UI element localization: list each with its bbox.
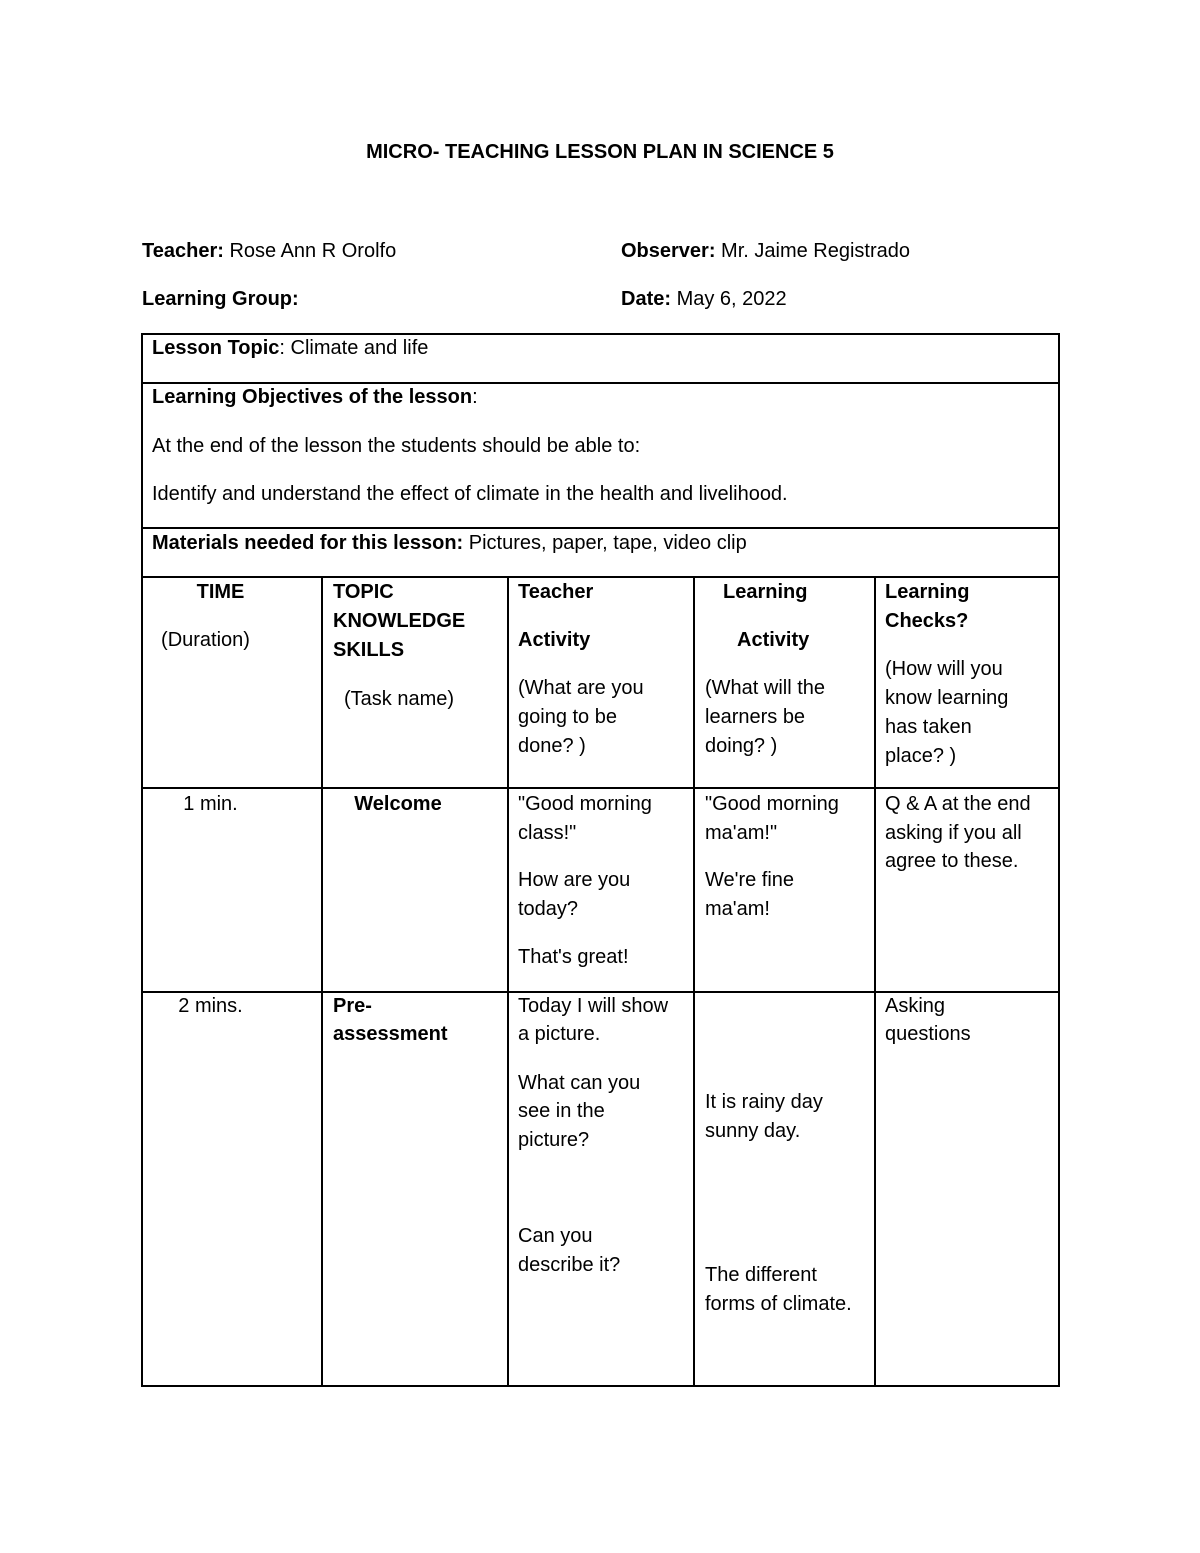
- header-checks-s3: has taken: [885, 716, 972, 738]
- row2-topic-line: Pre-: [333, 995, 372, 1017]
- observer-value: Mr. Jaime Registrado: [715, 240, 911, 262]
- row2-teacher-line: Can you: [518, 1225, 593, 1247]
- row2-learner-line: sunny day.: [705, 1120, 801, 1142]
- header-learning-s1: (What will the: [705, 677, 826, 699]
- lesson-topic-value: : Climate and life: [279, 337, 429, 359]
- row2-topic-line: assessment: [333, 1023, 448, 1045]
- row2-teacher-line: describe it?: [518, 1254, 621, 1276]
- row1-learner-line: We're fine: [705, 869, 795, 891]
- row1-topic: Welcome: [354, 793, 442, 815]
- row2-time: 2 mins.: [178, 995, 243, 1017]
- page-title: MICRO- TEACHING LESSON PLAN IN SCIENCE 5: [366, 141, 834, 163]
- objectives-label: Learning Objectives of the lesson: [152, 386, 473, 408]
- row1-teacher-line: today?: [518, 898, 579, 920]
- row1-check-line: Q & A at the end: [885, 793, 1031, 815]
- row1-check-line: asking if you all: [885, 822, 1022, 844]
- row2-teacher-line: a picture.: [518, 1023, 601, 1045]
- teacher-field: [142, 240, 396, 263]
- header-topic-sub: (Task name): [344, 688, 455, 710]
- materials: [152, 529, 747, 558]
- row2-learner-line: forms of climate.: [705, 1293, 852, 1315]
- row1-teacher-line: That's great!: [518, 946, 629, 968]
- header-time-title: TIME: [196, 581, 245, 603]
- header-checks-l1: Learning: [885, 581, 970, 603]
- table-left-border: [141, 333, 143, 1387]
- objectives-label-suffix: :: [472, 386, 478, 408]
- row1-time: 1 min.: [183, 793, 238, 815]
- column-divider: [874, 576, 876, 1387]
- header-learning-s3: doing? ): [705, 735, 778, 757]
- header-time-sub: (Duration): [161, 629, 250, 651]
- header-teacher-l1: Teacher: [518, 581, 594, 603]
- teacher-label: Teacher:: [142, 240, 224, 262]
- header-learning-l1: Learning: [723, 581, 808, 603]
- row2-teacher-line: see in the: [518, 1100, 605, 1122]
- header-checks-s4: place? ): [885, 745, 957, 767]
- header-teacher-s2: going to be: [518, 706, 617, 728]
- date-value: May 6, 2022: [671, 288, 787, 310]
- table-bottom-border: [141, 1385, 1060, 1387]
- learning-group-label: Learning Group:: [142, 288, 299, 310]
- row1-check-line: agree to these.: [885, 850, 1019, 872]
- row1-learner-line: ma'am!": [705, 822, 778, 844]
- observer-field: [621, 240, 910, 263]
- materials-value: Pictures, paper, tape, video clip: [463, 532, 747, 554]
- lesson-topic: [152, 334, 428, 363]
- header-checks-l2: Checks?: [885, 610, 969, 632]
- lesson-topic-label: Lesson Topic: [152, 337, 280, 359]
- objectives-statement: Identify and understand the effect of climate in the health and livelihood.: [152, 483, 788, 505]
- row1-learner-line: ma'am!: [705, 898, 770, 920]
- row2-check-line: Asking: [885, 995, 946, 1017]
- row2-teacher-line: picture?: [518, 1129, 590, 1151]
- date-field: [621, 288, 787, 311]
- teacher-value: Rose Ann R Orolfo: [223, 240, 397, 262]
- header-topic-l3: SKILLS: [333, 639, 405, 661]
- row1-teacher-line: class!": [518, 822, 577, 844]
- header-learning-s2: learners be: [705, 706, 806, 728]
- row2-teacher-line: What can you: [518, 1072, 641, 1094]
- header-topic-l1: TOPIC: [333, 581, 394, 603]
- row1-teacher-line: "Good morning: [518, 793, 652, 815]
- row2-learner-line: It is rainy day: [705, 1091, 823, 1113]
- learning-objectives-heading: [152, 383, 478, 412]
- row2-teacher-line: Today I will show: [518, 995, 669, 1017]
- header-teacher-l2: Activity: [518, 629, 591, 651]
- column-divider: [321, 576, 323, 1387]
- table-right-border: [1058, 333, 1060, 1387]
- header-checks-s1: (How will you: [885, 658, 1003, 680]
- header-teacher-s3: done? ): [518, 735, 586, 757]
- row1-learner-line: "Good morning: [705, 793, 839, 815]
- date-label: Date:: [621, 288, 672, 310]
- learning-group-field: [142, 288, 299, 311]
- row2-learner-line: The different: [705, 1264, 817, 1286]
- header-teacher-s1: (What are you: [518, 677, 644, 699]
- materials-label: Materials needed for this lesson:: [152, 532, 464, 554]
- row1-teacher-line: How are you: [518, 869, 631, 891]
- objectives-intro: At the end of the lesson the students should be able to:: [152, 435, 641, 457]
- header-topic-l2: KNOWLEDGE: [333, 610, 466, 632]
- column-divider: [507, 576, 509, 1387]
- row2-check-line: questions: [885, 1023, 971, 1045]
- header-checks-s2: know learning: [885, 687, 1009, 709]
- table-divider: [141, 787, 1060, 789]
- column-divider: [693, 576, 695, 1387]
- observer-label: Observer:: [621, 240, 716, 262]
- header-learning-l2: Activity: [737, 629, 810, 651]
